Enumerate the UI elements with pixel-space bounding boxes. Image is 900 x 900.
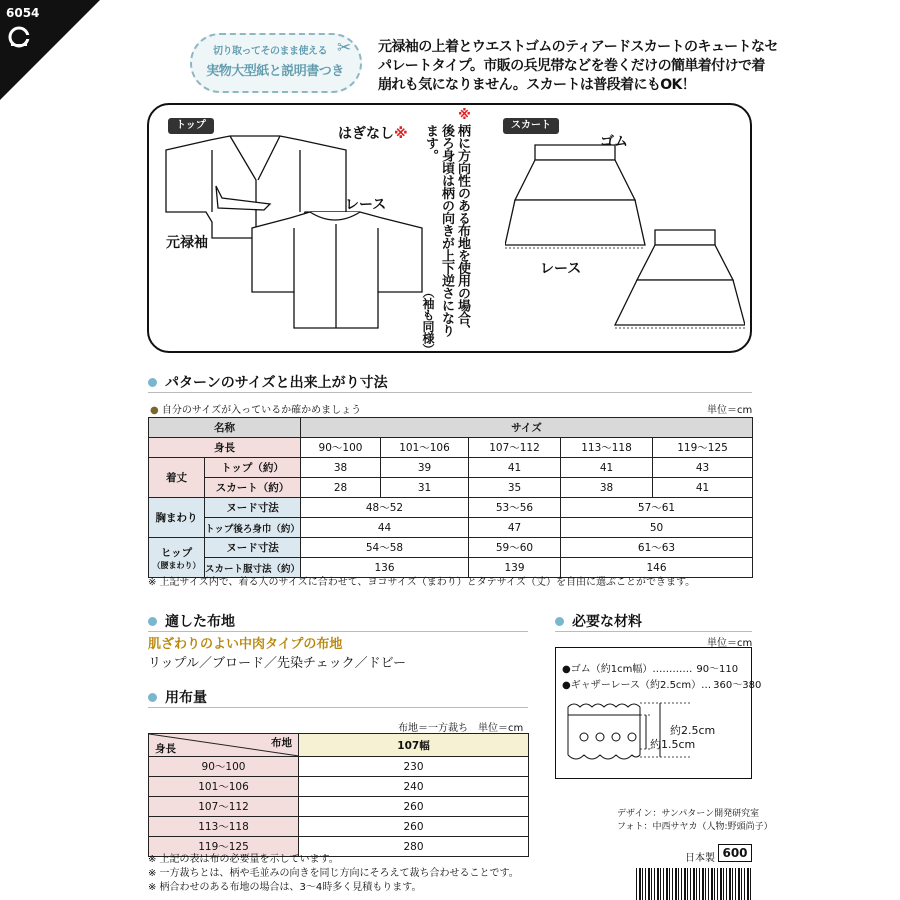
size-note: ※ 上記サイズ内で、着る人のサイズに合わせて、ヨコサイズ（まわり）とタテサイズ（丈）を自由に選ぶことができます。	[148, 577, 696, 588]
tag-skirt: スカート	[503, 118, 559, 134]
hip-nude-label: ヌード寸法	[205, 538, 301, 558]
hip-sub-label: （腰まわり）	[152, 560, 201, 570]
yardage-note: ※ 一方裁ちとは、柄や毛並みの向きを同じ方向にそろえて裁ち合わせることです。	[148, 868, 519, 879]
header-name: 名称	[149, 418, 301, 438]
height-cell: 101〜106	[381, 438, 469, 458]
kitake-label: 着丈	[149, 458, 205, 498]
yardage-height-header: 身長	[155, 743, 176, 755]
price-box: 600	[718, 844, 752, 862]
label-hagi-mark: ※	[394, 126, 408, 142]
top-length-cell: 39	[381, 458, 469, 478]
scissors-icon: ✂	[337, 38, 352, 58]
materials-title	[555, 611, 642, 631]
yardage-height-cell: 101〜106	[149, 777, 299, 797]
height-cell: 90〜100	[301, 438, 381, 458]
product-number: 6054	[6, 6, 40, 20]
intro-text: 元禄袖の上着とウエストゴムのティアードスカートのキュートなセパレートタイプ。市販の兵児帯などを巻くだけの簡単着付けで着崩れも気になりません。スカートは普段着にもOK！	[378, 39, 778, 93]
chest-nude-cell: 53〜56	[469, 498, 561, 518]
divider	[555, 631, 752, 632]
materials-unit: 単位＝cm	[707, 638, 753, 649]
skirt-length-cell: 41	[653, 478, 753, 498]
height-cell: 107〜112	[469, 438, 561, 458]
back-width-label: トップ後ろ身巾（約）	[205, 518, 301, 538]
material-item-lace-label: ●ギャザーレース（約2.5cm）…	[562, 680, 712, 691]
skirt-width-label: スカート服寸法（約）	[205, 558, 301, 578]
chest-nude-cell: 48〜52	[301, 498, 469, 518]
size-subtitle: ● 自分のサイズが入っているか確かめましょう	[150, 405, 362, 416]
top-length-cell: 41	[469, 458, 561, 478]
size-subtitle-text: 自分のサイズが入っているか確かめましょう	[161, 405, 362, 416]
bullet-icon	[148, 617, 157, 626]
yardage-title	[148, 687, 207, 707]
materials-title-text: 必要な材料	[572, 614, 642, 630]
chest-label: 胸まわり	[149, 498, 205, 538]
material-item-elastic-value: 90〜110	[696, 664, 739, 675]
material-item-lace	[562, 676, 761, 691]
yardage-value-cell: 240	[299, 777, 529, 797]
label-sleeve: 元禄袖	[166, 235, 208, 251]
credits	[617, 808, 773, 834]
credit-design: デザイン：サンパターン開発研究室	[617, 809, 760, 819]
height-cell: 119〜125	[653, 438, 753, 458]
illustration-note2: （袖も同様）	[421, 286, 435, 355]
bullet-icon	[148, 693, 157, 702]
fabric-title-text: 適した布地	[165, 614, 235, 630]
yardage-meta: 布地＝一方裁ち 単位＝cm	[398, 723, 524, 734]
fabric-list: リップル／ブロード／先染チェック／ドビー	[148, 656, 407, 671]
size-section-title	[148, 372, 388, 392]
hip-nude-cell: 54〜58	[301, 538, 469, 558]
skirt-width-cell: 139	[469, 558, 561, 578]
tag-top: トップ	[168, 118, 214, 134]
skirt-length-cell: 35	[469, 478, 561, 498]
brand-logo-icon	[8, 26, 30, 48]
skirt-length-cell: 38	[561, 478, 653, 498]
header-size: サイズ	[301, 418, 753, 438]
fabric-headline: 肌ざわりのよい中肉タイプの布地	[148, 637, 343, 652]
badge-line2: 実物大型紙と説明書つき	[206, 64, 344, 79]
yardage-width-header: 107幅	[299, 734, 529, 757]
bullet-icon	[148, 378, 157, 387]
skirt-width-cell: 136	[301, 558, 469, 578]
top-length-label: トップ（約）	[205, 458, 301, 478]
label-gomu: ゴム	[600, 134, 628, 150]
divider	[148, 631, 528, 632]
top-length-cell: 43	[653, 458, 753, 478]
yardage-table	[148, 733, 529, 857]
credit-photo: フォト：中西サヤカ（人物:野頭尚子）	[617, 822, 773, 832]
top-length-cell: 38	[301, 458, 381, 478]
yardage-note: ※ 柄合わせのある布地の場合は、3〜4時多く見積もります。	[148, 882, 422, 893]
yardage-value-cell: 280	[299, 837, 529, 857]
made-in: 日本製	[685, 853, 715, 864]
yardage-value-cell: 260	[299, 817, 529, 837]
yardage-note: ※ 上記の表は布の必要量を示しています。	[148, 854, 339, 865]
yardage-height-cell: 119〜125	[149, 837, 299, 857]
skirt-length-cell: 28	[301, 478, 381, 498]
row-height-label: 身長	[149, 438, 301, 458]
yardage-height-cell: 107〜112	[149, 797, 299, 817]
skirt-length-label: スカート（約）	[205, 478, 301, 498]
back-width-cell: 47	[469, 518, 561, 538]
top-length-cell: 41	[561, 458, 653, 478]
back-width-cell: 44	[301, 518, 469, 538]
material-item-elastic-label: ●ゴム（約1cm幅）…………	[562, 664, 693, 675]
skirt-width-cell: 146	[561, 558, 753, 578]
skirt-illustration	[505, 130, 745, 340]
yardage-corner-cell	[149, 734, 299, 757]
lace-dim-outer: 約2.5cm	[670, 724, 716, 737]
label-lace-top: レース	[345, 197, 387, 213]
label-hagi	[338, 123, 408, 143]
hip-label	[149, 538, 205, 578]
note-mark: ※	[457, 108, 472, 123]
fabric-title	[148, 611, 235, 631]
size-unit: 単位＝cm	[707, 405, 753, 416]
hip-label-text: ヒップ	[160, 546, 193, 559]
back-width-cell: 50	[561, 518, 753, 538]
top-garment-illustration	[160, 120, 450, 340]
yardage-notes	[148, 853, 519, 895]
chest-nude-label: ヌード寸法	[205, 498, 301, 518]
illustration-note: 柄に方向性のある布地を使用の場合、後ろ身頃は柄の向きが上下逆さになります。	[423, 124, 470, 337]
label-hagi-text: はぎなし	[338, 126, 394, 142]
divider	[148, 707, 528, 708]
lace-dim-inner: 約1.5cm	[650, 738, 696, 751]
divider	[148, 392, 752, 393]
yardage-fabric-header: 布地	[271, 737, 292, 749]
size-title-text: パターンのサイズと出来上がり寸法	[165, 375, 388, 391]
hip-nude-cell: 59〜60	[469, 538, 561, 558]
chest-nude-cell: 57〜61	[561, 498, 753, 518]
yardage-title-text: 用布量	[165, 690, 207, 706]
size-table	[148, 417, 753, 578]
yardage-value-cell: 230	[299, 757, 529, 777]
hip-nude-cell: 61〜63	[561, 538, 753, 558]
material-item-lace-value: 360〜380	[713, 680, 762, 691]
label-lace-skirt: レース	[540, 261, 582, 277]
yardage-value-cell: 260	[299, 797, 529, 817]
yardage-height-cell: 113〜118	[149, 817, 299, 837]
height-cell: 113〜118	[561, 438, 653, 458]
skirt-length-cell: 31	[381, 478, 469, 498]
bullet-icon	[555, 617, 564, 626]
yardage-height-cell: 90〜100	[149, 757, 299, 777]
material-item-elastic	[562, 660, 738, 675]
badge-line1: 切り取ってそのまま使える	[213, 46, 327, 57]
barcode	[636, 868, 752, 900]
